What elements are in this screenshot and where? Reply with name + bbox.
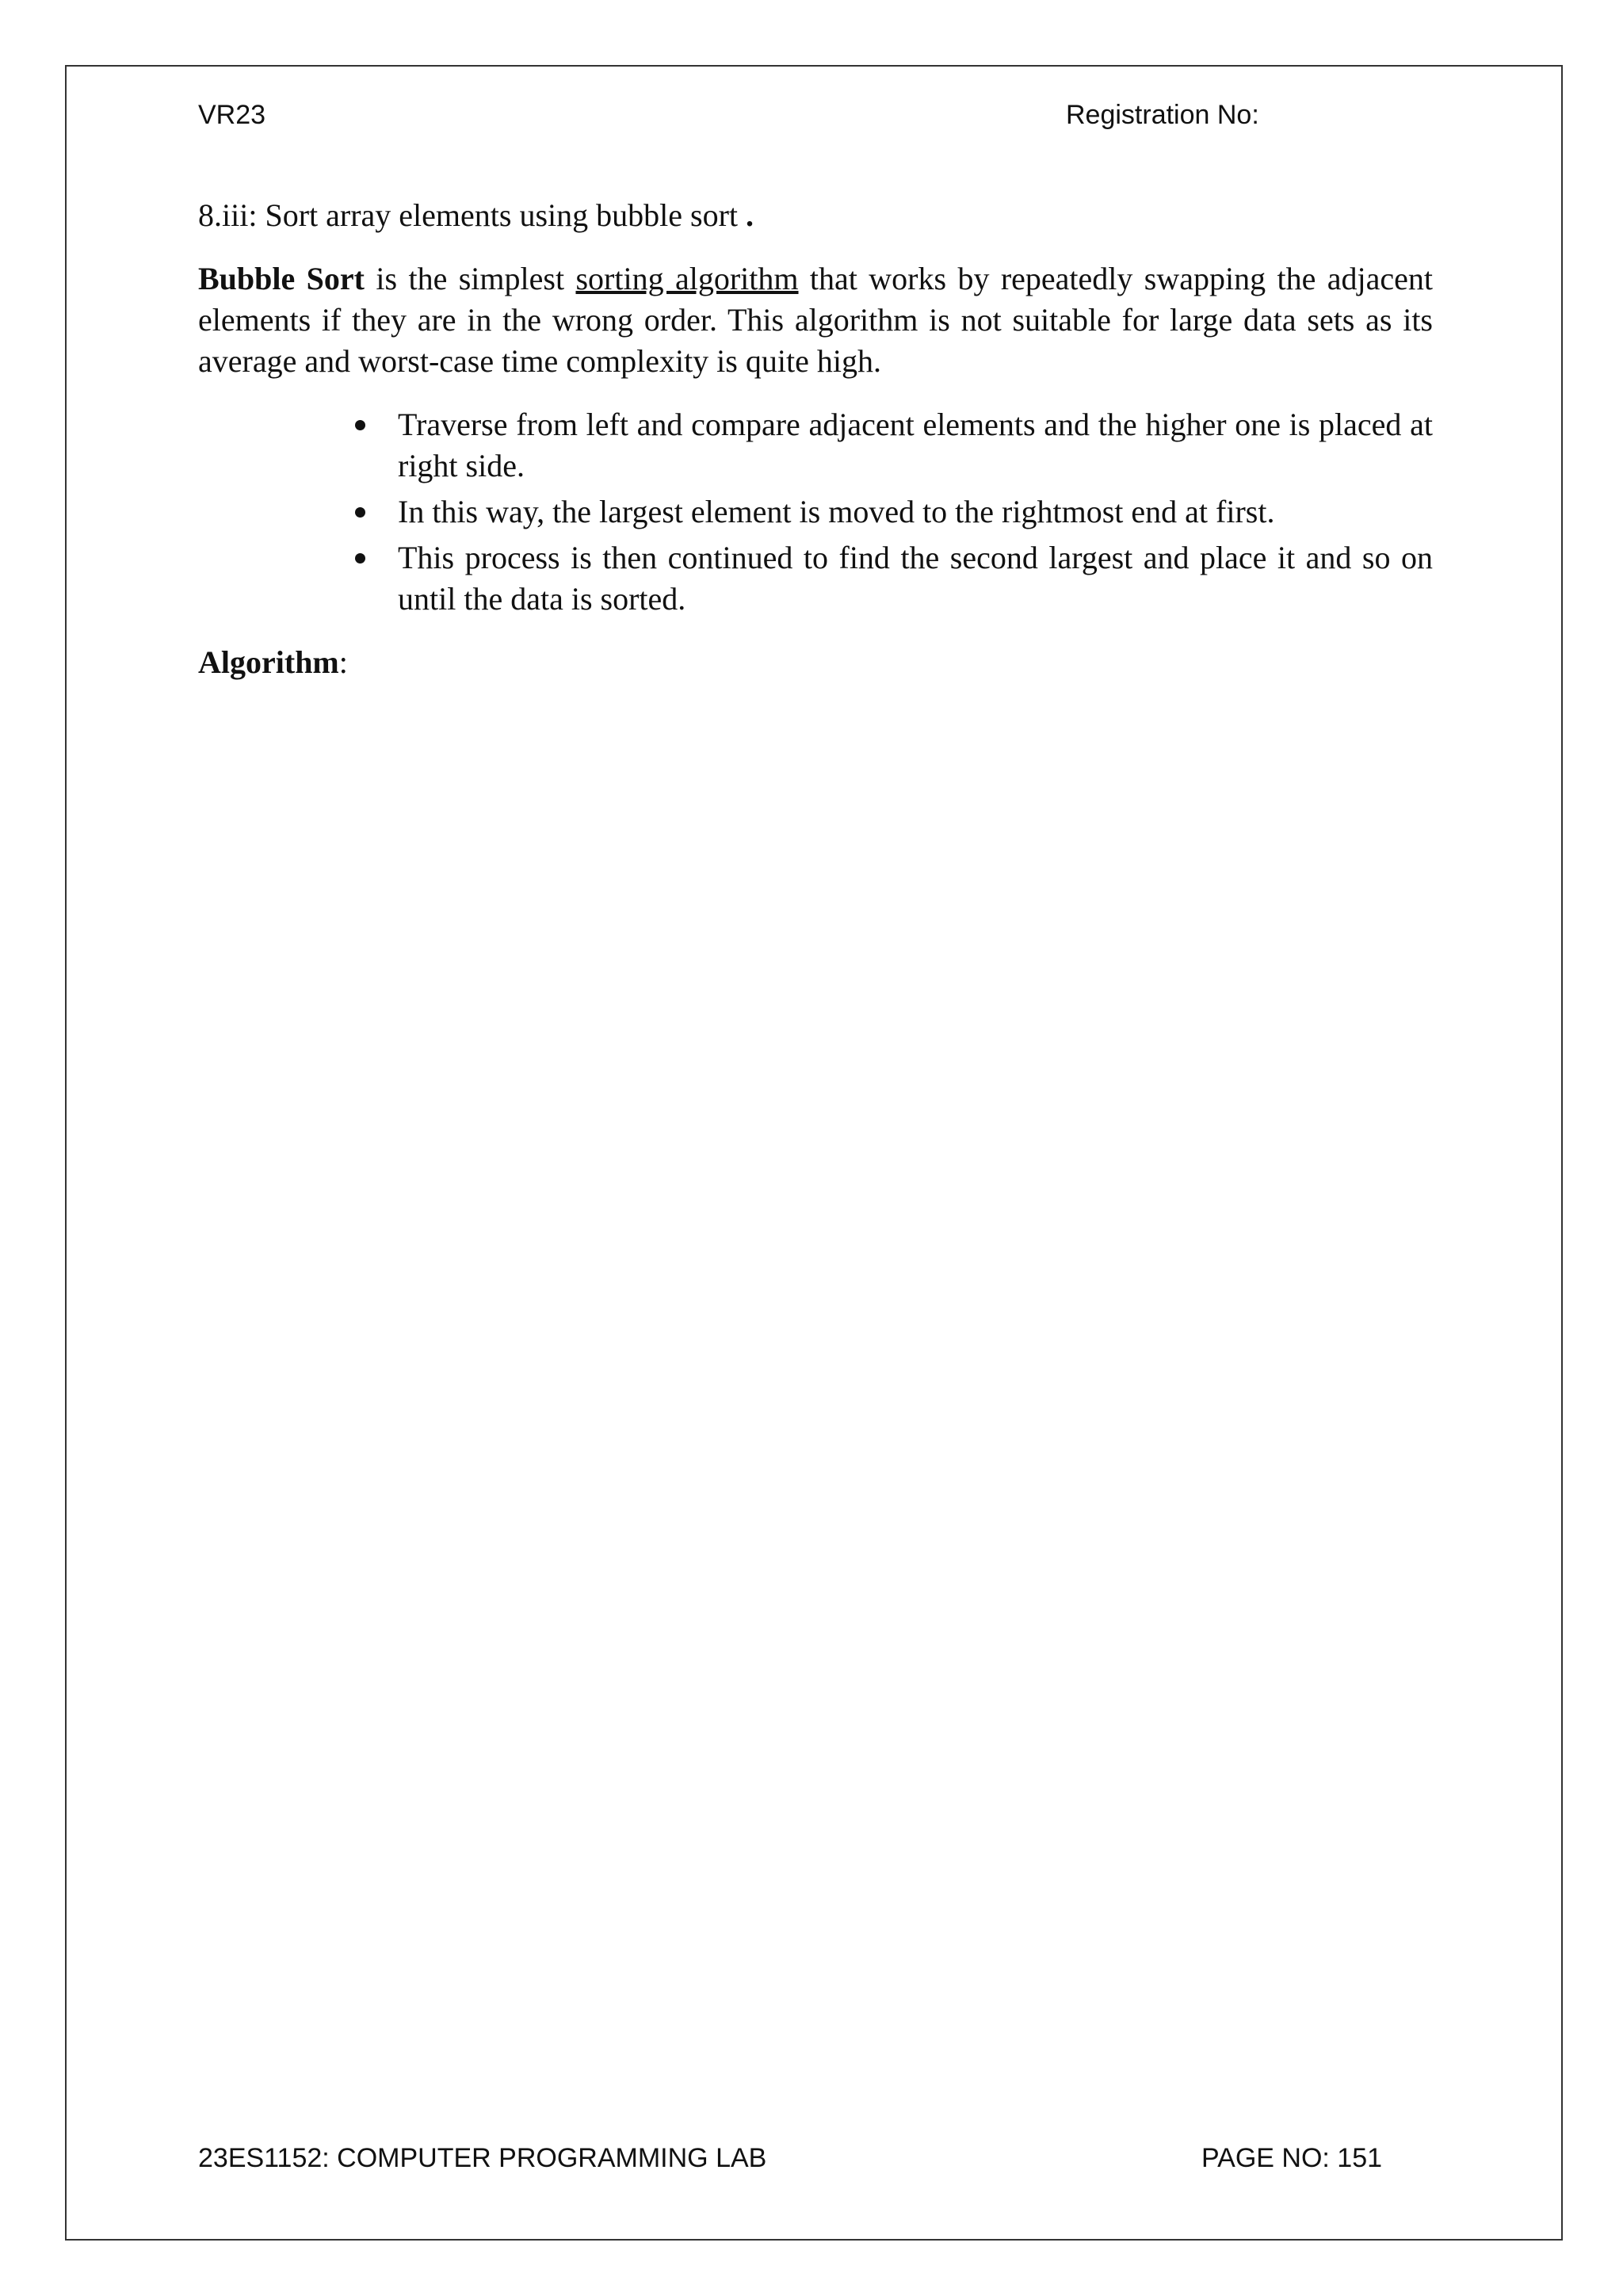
list-item-text: Traverse from left and compare adjacent elements and the higher one is placed at right side. xyxy=(398,407,1433,483)
list-item-text: This process is then continued to find the second largest and place it and so on until the data is sorted. xyxy=(398,540,1433,617)
sorting-algorithm-link[interactable]: sorting algorithm xyxy=(575,261,799,296)
algorithm-label xyxy=(198,642,1433,683)
section-heading-dot: . xyxy=(746,197,754,233)
intro-paragraph xyxy=(198,258,1433,382)
intro-text-b: that works by repeatedly swapping the adjacent elements if they are in the wrong order. This algorithm is not suitable for large data sets as its average and worst-case time complexity is quite high. xyxy=(198,261,1434,379)
bullet-list xyxy=(198,404,1433,620)
page-content xyxy=(198,195,1433,683)
footer-course-title: 23ES1152: COMPUTER PROGRAMMING LAB xyxy=(198,2143,767,2173)
list-item xyxy=(398,491,1433,533)
intro-term: Bubble Sort xyxy=(198,261,365,296)
list-item xyxy=(398,404,1433,487)
section-heading-text: 8.iii: Sort array elements using bubble sort xyxy=(198,197,738,233)
intro-text-a: is the simplest xyxy=(365,261,576,296)
header-registration-label: Registration No: xyxy=(1066,100,1259,130)
algorithm-label-colon: : xyxy=(338,644,348,680)
list-item-text: In this way, the largest element is moved to the rightmost end at first. xyxy=(398,494,1275,529)
bullet-icon xyxy=(355,507,365,518)
section-heading xyxy=(198,195,1433,236)
bullet-icon xyxy=(355,420,365,430)
bullet-icon xyxy=(355,553,365,563)
footer-page-number: PAGE NO: 151 xyxy=(1201,2143,1383,2173)
list-item xyxy=(398,537,1433,620)
header-course-code: VR23 xyxy=(198,100,266,130)
algorithm-label-text: Algorithm xyxy=(198,644,339,680)
